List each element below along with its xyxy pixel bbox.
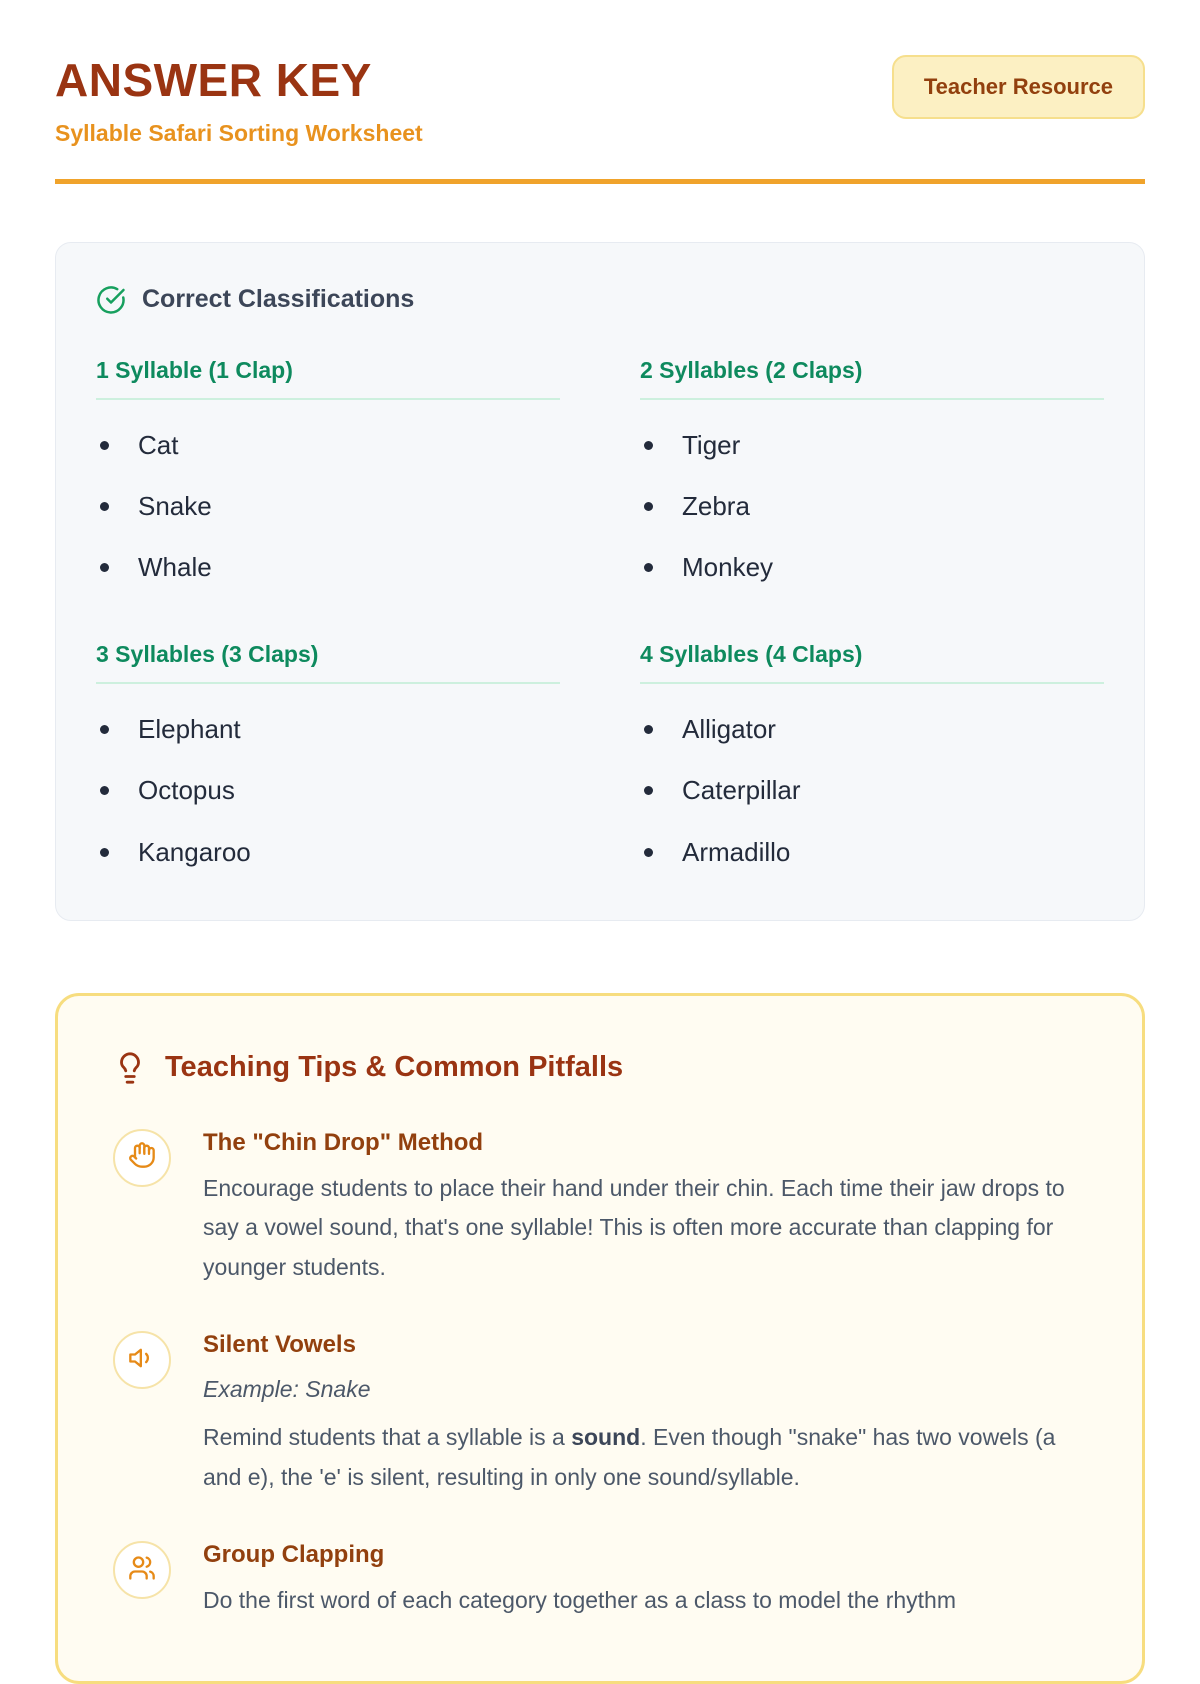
speaker-icon bbox=[128, 1344, 156, 1377]
page-subtitle: Syllable Safari Sorting Worksheet bbox=[55, 119, 423, 146]
teacher-resource-badge: Teacher Resource bbox=[892, 55, 1145, 119]
syllable-group-2 bbox=[640, 357, 1104, 584]
tip-icon-circle bbox=[113, 1129, 171, 1187]
lightbulb-icon bbox=[113, 1051, 147, 1085]
group-heading: 3 Syllables (3 Claps) bbox=[96, 641, 560, 684]
group-heading: 4 Syllables (4 Claps) bbox=[640, 641, 1104, 684]
emphasized-word: sound bbox=[571, 1424, 641, 1451]
tip-chin-drop bbox=[113, 1129, 1092, 1288]
tip-body: Do the first word of each category together as a class to model the rhythm bbox=[203, 1587, 956, 1614]
tip-group-clapping bbox=[113, 1541, 1092, 1621]
page-header bbox=[55, 55, 1145, 147]
tip-icon-circle bbox=[113, 1541, 171, 1599]
tip-heading: Group Clapping bbox=[203, 1541, 385, 1569]
group-list bbox=[640, 430, 1104, 584]
tip-heading: Silent Vowels bbox=[203, 1331, 356, 1359]
group-heading: 2 Syllables (2 Claps) bbox=[640, 357, 1104, 400]
tip-example: Example: Snake bbox=[203, 1376, 371, 1403]
list-item: Zebra bbox=[640, 491, 1104, 522]
tip-silent-vowels bbox=[113, 1331, 1092, 1497]
list-item: Kangaroo bbox=[96, 837, 560, 868]
list-item: Cat bbox=[96, 430, 560, 461]
list-item: Tiger bbox=[640, 430, 1104, 461]
syllable-group-1 bbox=[96, 357, 560, 584]
check-circle-icon bbox=[96, 285, 126, 315]
group-list bbox=[640, 714, 1104, 868]
header-divider bbox=[55, 179, 1145, 184]
list-item: Elephant bbox=[96, 714, 560, 745]
list-item: Snake bbox=[96, 491, 560, 522]
tip-body: Encourage students to place their hand under their chin. Each time their jaw drops to say a vowel sound, that's one syllable! This is often more accurate than clapping for younger students. bbox=[203, 1174, 1065, 1280]
list-item: Whale bbox=[96, 552, 560, 583]
list-item: Armadillo bbox=[640, 837, 1104, 868]
list-item: Alligator bbox=[640, 714, 1104, 745]
tip-icon-circle bbox=[113, 1331, 171, 1389]
classifications-card bbox=[55, 242, 1145, 921]
hand-icon bbox=[128, 1141, 156, 1174]
people-icon bbox=[128, 1554, 156, 1587]
group-heading: 1 Syllable (1 Clap) bbox=[96, 357, 560, 400]
list-item: Octopus bbox=[96, 775, 560, 806]
page-title: ANSWER KEY bbox=[55, 54, 372, 106]
teaching-tips-card bbox=[55, 993, 1145, 1684]
header-titles bbox=[55, 55, 423, 147]
syllable-group-3 bbox=[96, 641, 560, 868]
tip-heading: The "Chin Drop" Method bbox=[203, 1128, 484, 1156]
tip-body: Remind students that a syllable is a sound. Even though "snake" has two vowels (a and e), the 'e' is silent, resulting in only one sound/syllable. bbox=[203, 1424, 1056, 1490]
classifications-grid bbox=[96, 357, 1104, 868]
tips-title: Teaching Tips & Common Pitfalls bbox=[165, 1051, 624, 1084]
list-item: Caterpillar bbox=[640, 775, 1104, 806]
list-item: Monkey bbox=[640, 552, 1104, 583]
group-list bbox=[96, 430, 560, 584]
group-list bbox=[96, 714, 560, 868]
classifications-title: Correct Classifications bbox=[142, 285, 415, 314]
syllable-group-4 bbox=[640, 641, 1104, 868]
